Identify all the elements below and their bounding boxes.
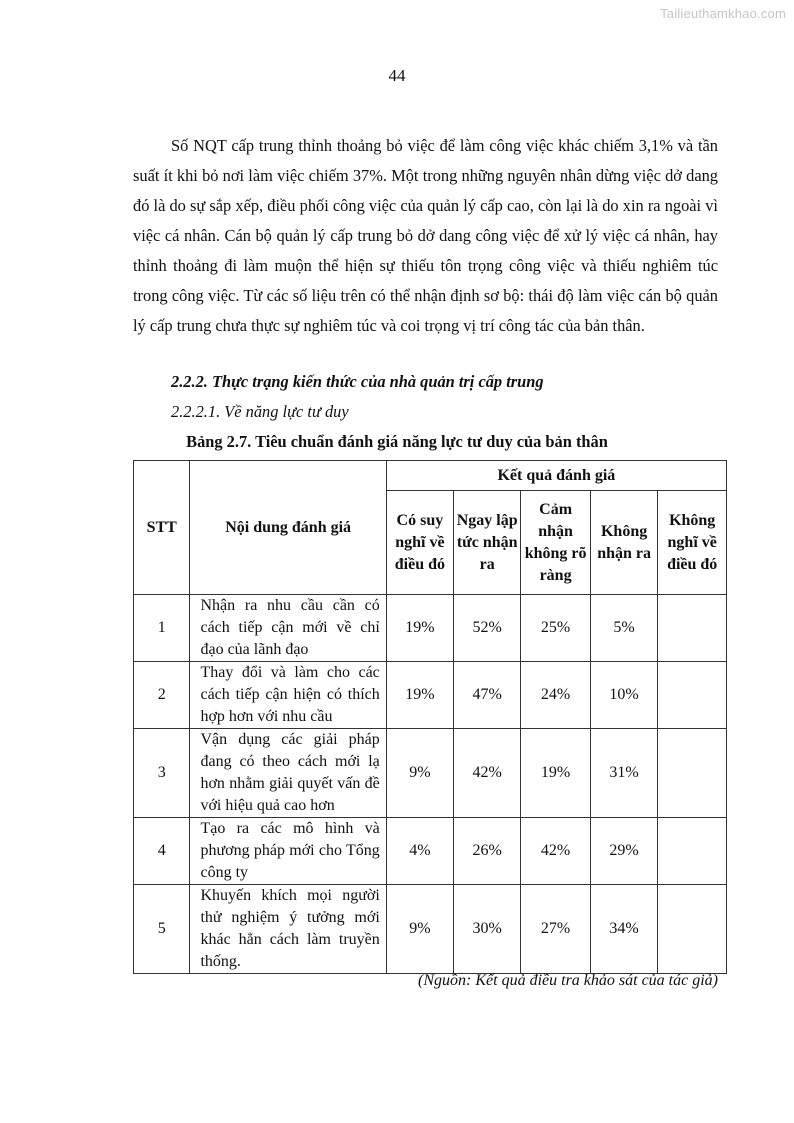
subsection-heading: 2.2.2.1. Về năng lực tư duy: [171, 402, 349, 421]
row-value: 19%: [386, 662, 453, 729]
row-value: [658, 662, 727, 729]
row-stt: 3: [134, 729, 190, 818]
evaluation-table: [133, 460, 727, 974]
table-caption: Bảng 2.7. Tiêu chuẩn đánh giá năng lực tư duy của bản thân: [186, 432, 608, 451]
row-value: 10%: [590, 662, 658, 729]
row-value: 42%: [454, 729, 521, 818]
row-value: 19%: [521, 729, 590, 818]
header-result-col: Không nhận ra: [590, 491, 658, 595]
row-value: 31%: [590, 729, 658, 818]
row-value: 27%: [521, 885, 590, 974]
row-value: 19%: [386, 595, 453, 662]
row-value: 9%: [386, 729, 453, 818]
row-content: Thay đổi và làm cho các cách tiếp cận hiện có thích hợp hơn với nhu cầu: [190, 662, 386, 729]
header-content: Nội dung đánh giá: [190, 461, 386, 595]
header-result-col: Cảm nhận không rõ ràng: [521, 491, 590, 595]
table-row: [134, 729, 727, 818]
header-result-col: Có suy nghĩ về điều đó: [386, 491, 453, 595]
row-value: [658, 818, 727, 885]
table-row: [134, 885, 727, 974]
row-content: Tạo ra các mô hình và phương pháp mới cho Tổng công ty: [190, 818, 386, 885]
row-stt: 2: [134, 662, 190, 729]
row-value: 4%: [386, 818, 453, 885]
row-content: Nhận ra nhu cầu cần có cách tiếp cận mới về chỉ đạo của lãnh đạo: [190, 595, 386, 662]
row-value: 24%: [521, 662, 590, 729]
row-stt: 1: [134, 595, 190, 662]
watermark: Tailieuthamkhao.com: [660, 6, 786, 21]
row-content: Khuyến khích mọi người thử nghiệm ý tưởng mới khác hẳn cách làm truyền thống.: [190, 885, 386, 974]
header-stt: STT: [134, 461, 190, 595]
table-row: [134, 818, 727, 885]
row-value: 9%: [386, 885, 453, 974]
header-result-col: Ngay lập tức nhận ra: [454, 491, 521, 595]
source-note: (Nguồn: Kết quả điều tra khảo sát của tác giả): [418, 972, 718, 989]
row-value: 34%: [590, 885, 658, 974]
page-number: 44: [388, 66, 406, 85]
row-stt: 5: [134, 885, 190, 974]
row-value: [658, 595, 727, 662]
row-value: 52%: [454, 595, 521, 662]
row-value: [658, 885, 727, 974]
row-value: 30%: [454, 885, 521, 974]
table-row: [134, 662, 727, 729]
row-value: [658, 729, 727, 818]
body-paragraph: Số NQT cấp trung thỉnh thoảng bỏ việc để làm công việc khác chiếm 3,1% và tần suất ít khi bỏ nơi làm việc chiếm 37%. Một trong những nguyên nhân dừng việc dở dang đó là do sự sắp xếp, điều phối công việc của quản lý cấp cao, còn lại là do xin ra ngoài vì việc cá nhân. Cán bộ quản lý cấp trung bỏ dở dang công việc để xử lý việc cá nhân, hay thỉnh thoảng đi làm muộn thể hiện sự thiếu tôn trọng công việc và thiếu nghiêm túc trong công việc. Từ các số liệu trên có thể nhận định sơ bộ: thái độ làm việc cán bộ quản lý cấp trung chưa thực sự nghiêm túc và coi trọng vị trí công tác của bản thân.: [133, 136, 718, 335]
row-value: 47%: [454, 662, 521, 729]
header-result-group: Kết quả đánh giá: [386, 461, 726, 491]
row-value: 5%: [590, 595, 658, 662]
header-result-col: Không nghĩ về điều đó: [658, 491, 727, 595]
row-value: 42%: [521, 818, 590, 885]
table-row: [134, 595, 727, 662]
row-content: Vận dụng các giải pháp đang có theo cách mới lạ hơn nhằm giải quyết vấn đề với hiệu quả cao hơn: [190, 729, 386, 818]
row-value: 29%: [590, 818, 658, 885]
section-heading: 2.2.2. Thực trạng kiến thức của nhà quản trị cấp trung: [171, 372, 544, 391]
row-value: 25%: [521, 595, 590, 662]
row-stt: 4: [134, 818, 190, 885]
row-value: 26%: [454, 818, 521, 885]
